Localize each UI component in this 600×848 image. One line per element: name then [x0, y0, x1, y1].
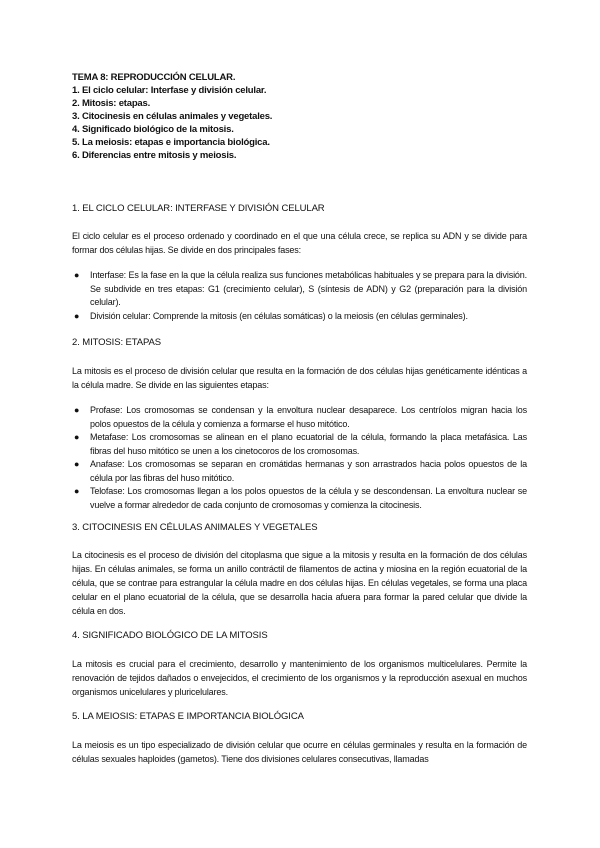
- list-item-text: Profase: Los cromosomas se condensan y la envoltura nuclear desaparece. Los centríolos migran hacia los polos opuestos de la célula y comienza a formarse el huso mitótico.: [90, 405, 527, 429]
- section-paragraph: La citocinesis es el proceso de división del citoplasma que sigue a la mitosis y resulta en la formación de dos células hijas. En células animales, se forma un anillo contráctil de filamentos de actina y miosina en la región ecuatorial de la célula, que se contrae para estrangular la célula madre en dos células hijas. En células vegetales, se forma una placa celular en el plano ecuatorial de la célula, que se desarrolla hacia afuera para formar la pared celular que divide la célula en dos.: [72, 550, 527, 616]
- section-heading-meiosis: 5. LA MEIOSIS: ETAPAS E IMPORTANCIA BIOLÓGICA: [72, 711, 304, 722]
- bullet-icon: ●: [74, 432, 80, 442]
- list-item: [72, 458, 527, 485]
- toc-item: 2. Mitosis: etapas.: [72, 98, 151, 109]
- list-item: [72, 404, 527, 431]
- list-item: [72, 310, 527, 324]
- list-item-text: División celular: Comprende la mitosis (en células somáticas) o la meiosis (en células germinales).: [90, 310, 468, 321]
- section-paragraph: El ciclo celular es el proceso ordenado y coordinado en el que una célula crece, se replica su ADN y se divide para formar dos células hijas. Se divide en dos principales fases:: [72, 231, 527, 255]
- section-heading-ciclo-celular: 1. EL CICLO CELULAR: INTERFASE Y DIVISIÓN CELULAR: [72, 203, 325, 214]
- bullet-icon: ●: [74, 405, 80, 415]
- toc-item: 4. Significado biológico de la mitosis.: [72, 124, 234, 135]
- section-heading-mitosis: 2. MITOSIS: ETAPAS: [72, 337, 162, 348]
- bullet-icon: ●: [74, 486, 80, 496]
- bullet-icon: ●: [74, 270, 80, 280]
- list-item-text: Anafase: Los cromosomas se separan en cromátidas hermanas y son arrastrados hacia polos opuestos de la célula por las fibras del huso mitótico.: [90, 459, 527, 483]
- bullet-list: [72, 404, 527, 512]
- list-item: [72, 431, 527, 458]
- list-item-text: Telofase: Los cromosomas llegan a los polos opuestos de la célula y se descondensan. La envoltura nuclear se vuelve a formar alrededor de cada conjunto de cromosomas y comienza la citocinesis.: [90, 486, 527, 510]
- document-title: TEMA 8: REPRODUCCIÓN CELULAR.: [72, 72, 236, 83]
- bullet-icon: ●: [74, 310, 80, 321]
- toc-item: 1. El ciclo celular: Interfase y división celular.: [72, 85, 267, 96]
- section-heading-citocinesis: 3. CITOCINESIS EN CÉLULAS ANIMALES Y VEGETALES: [72, 522, 318, 533]
- section-paragraph: La mitosis es crucial para el crecimiento, desarrollo y mantenimiento de los organismos multicelulares. Permite la renovación de tejidos dañados o envejecidos, el crecimiento de los organismos y la reproducción asexual en muchos organismos unicelulares y pluricelulares.: [72, 659, 527, 697]
- toc-item: 6. Diferencias entre mitosis y meiosis.: [72, 150, 237, 161]
- list-item: [72, 269, 527, 310]
- toc-item: 3. Citocinesis en células animales y vegetales.: [72, 111, 273, 122]
- section-paragraph: La meiosis es un tipo especializado de división celular que ocurre en células germinales y resulta en la formación de células sexuales haploides (gametos). Tiene dos divisiones celulares consecutivas, llamadas: [72, 740, 527, 764]
- bullet-list: [72, 269, 527, 323]
- bullet-icon: ●: [74, 459, 80, 469]
- list-item-text: Interfase: Es la fase en la que la célula realiza sus funciones metabólicas habituales y se prepara para la división. Se subdivide en tres etapas: G1 (crecimiento celular), S (síntesis de ADN) y G2 (preparación para la división celular).: [90, 270, 527, 307]
- section-paragraph: La mitosis es el proceso de división celular que resulta en la formación de dos células hijas genéticamente idénticas a la célula madre. Se divide en las siguientes etapas:: [72, 366, 527, 390]
- section-heading-significado-mitosis: 4. SIGNIFICADO BIOLÓGICO DE LA MITOSIS: [72, 630, 268, 641]
- table-of-contents: [72, 71, 532, 162]
- list-item-text: Metafase: Los cromosomas se alinean en el plano ecuatorial de la célula, formando la placa metafásica. Las fibras del huso mitótico se unen a los cinetocoros de los cromosomas.: [90, 432, 527, 456]
- list-item: [72, 485, 527, 512]
- toc-item: 5. La meiosis: etapas e importancia biológica.: [72, 137, 270, 148]
